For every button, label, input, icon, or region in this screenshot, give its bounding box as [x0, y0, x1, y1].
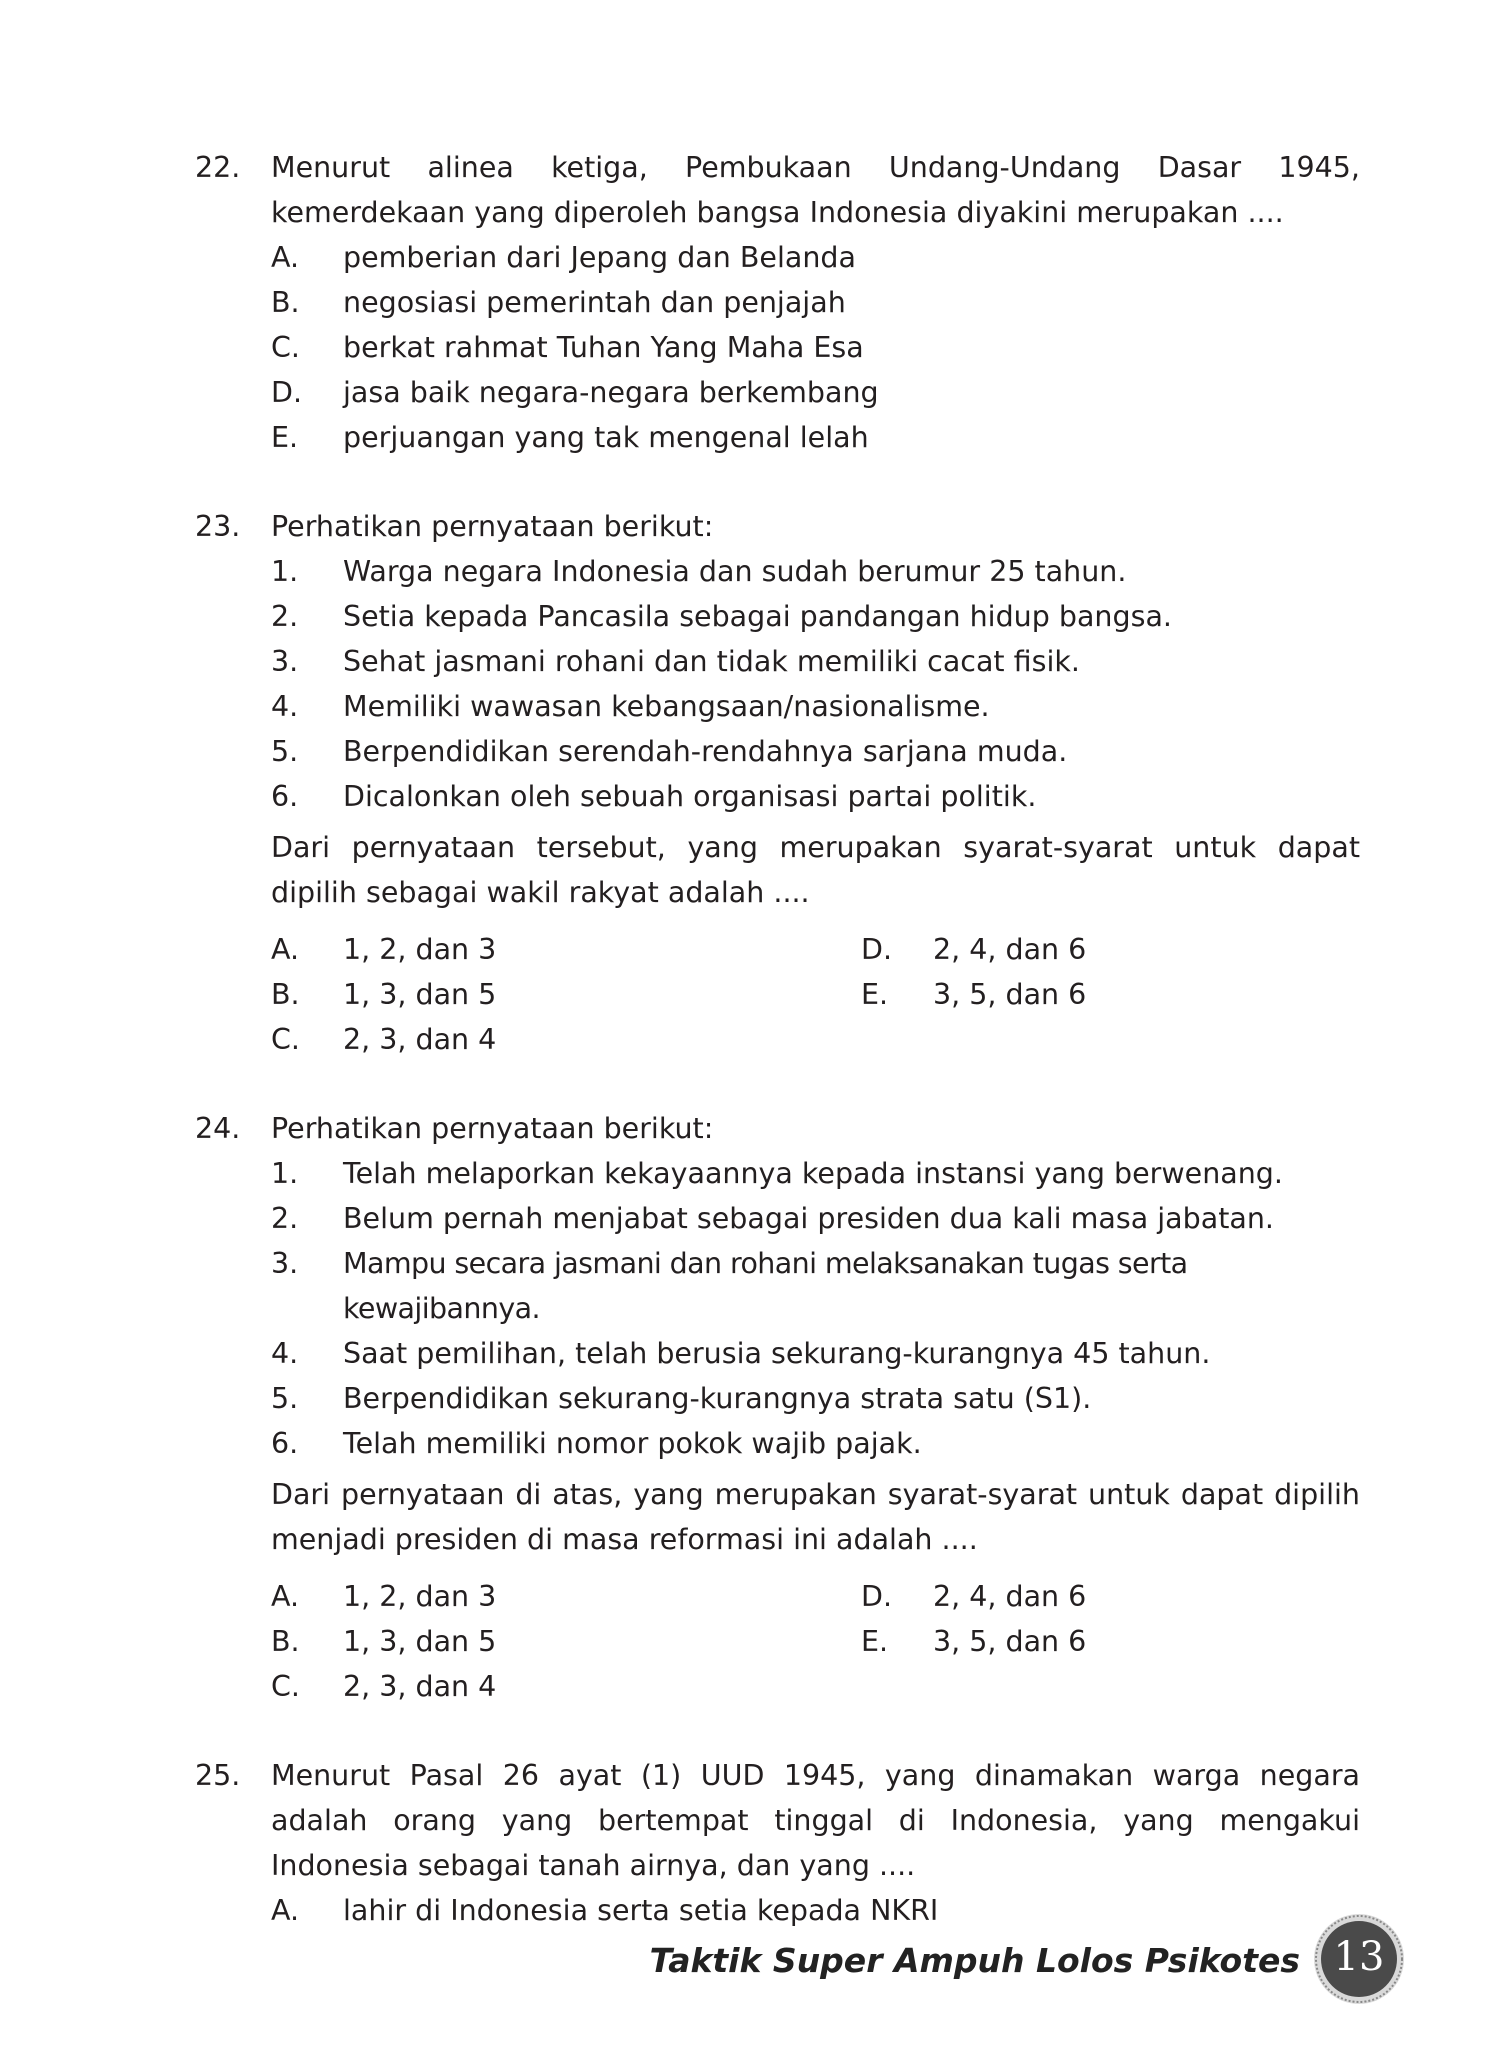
statement-label: 4.	[271, 1337, 299, 1370]
statement-list	[271, 549, 1360, 819]
option-item	[271, 1888, 1360, 1933]
option-text: 1, 3, dan 5	[343, 978, 497, 1011]
option-item	[271, 972, 861, 1017]
statement-label: 1.	[271, 1157, 299, 1190]
option-label: E.	[271, 421, 299, 454]
option-label: D.	[861, 933, 893, 966]
option-text: lahir di Indonesia serta setia kepada NKRI	[343, 1894, 939, 1927]
statement-text: Saat pemilihan, telah berusia sekurang-kurangnya 45 tahun.	[343, 1337, 1211, 1370]
question-number: 24.	[195, 1112, 241, 1145]
option-text: 3, 5, dan 6	[933, 1625, 1087, 1658]
page-number-badge	[1313, 1913, 1405, 2005]
question-24	[195, 1106, 1360, 1709]
option-text: pemberian dari Jepang dan Belanda	[343, 241, 856, 274]
statement-text: Setia kepada Pancasila sebagai pandangan hidup bangsa.	[343, 600, 1172, 633]
statement-text: Mampu secara jasmani dan rohani melaksanakan tugas serta kewajibannya.	[343, 1247, 1188, 1325]
statement-text: Berpendidikan sekurang-kurangnya strata satu (S1).	[343, 1382, 1092, 1415]
statement-label: 5.	[271, 1382, 299, 1415]
option-item	[271, 1664, 861, 1709]
statement-item	[271, 594, 1360, 639]
statement-text: Dicalonkan oleh sebuah organisasi partai politik.	[343, 780, 1037, 813]
statement-label: 5.	[271, 735, 299, 768]
option-label: E.	[861, 1625, 889, 1658]
option-label: A.	[271, 241, 300, 274]
option-label: A.	[271, 1894, 300, 1927]
statement-item	[271, 639, 1360, 684]
question-text: Perhatikan pernyataan berikut:	[271, 510, 714, 543]
option-item	[271, 927, 861, 972]
option-label: B.	[271, 286, 300, 319]
option-label: D.	[271, 376, 303, 409]
statement-label: 6.	[271, 1427, 299, 1460]
statement-label: 4.	[271, 690, 299, 723]
option-text: 2, 3, dan 4	[343, 1023, 497, 1056]
question-followup: Dari pernyataan di atas, yang merupakan syarat-syarat untuk dapat dipilih menjadi presiden di masa reformasi ini adalah ....	[271, 1478, 1360, 1556]
option-item	[861, 972, 1360, 1017]
question-followup: Dari pernyataan tersebut, yang merupakan syarat-syarat untuk dapat dipilih sebagai wakil rakyat adalah ....	[271, 831, 1360, 909]
statement-item	[271, 684, 1360, 729]
statement-text: Warga negara Indonesia dan sudah berumur 25 tahun.	[343, 555, 1127, 588]
statement-text: Memiliki wawasan kebangsaan/nasionalisme.	[343, 690, 990, 723]
statement-item	[271, 1196, 1360, 1241]
statement-item	[271, 1331, 1360, 1376]
question-25	[195, 1753, 1360, 1933]
question-23	[195, 504, 1360, 1062]
statement-item	[271, 1376, 1360, 1421]
option-label: C.	[271, 1670, 300, 1703]
statement-item	[271, 549, 1360, 594]
statement-label: 3.	[271, 1247, 299, 1280]
option-grid	[271, 1574, 1360, 1709]
statement-text: Sehat jasmani rohani dan tidak memiliki cacat fisik.	[343, 645, 1080, 678]
option-text: 2, 3, dan 4	[343, 1670, 497, 1703]
option-item	[271, 1574, 861, 1619]
option-item	[271, 235, 1360, 280]
footer-book-title: Taktik Super Ampuh Lolos Psikotes	[649, 1941, 1300, 1980]
option-label: A.	[271, 933, 300, 966]
option-label: D.	[861, 1580, 893, 1613]
option-label: B.	[271, 978, 300, 1011]
question-22	[195, 145, 1360, 460]
option-text: negosiasi pemerintah dan penjajah	[343, 286, 846, 319]
statement-item	[271, 1241, 1360, 1331]
statement-list	[271, 1151, 1360, 1466]
option-item	[271, 415, 1360, 460]
statement-item	[271, 729, 1360, 774]
statement-item	[271, 1421, 1360, 1466]
option-item	[861, 1574, 1360, 1619]
option-label: B.	[271, 1625, 300, 1658]
question-number: 23.	[195, 510, 241, 543]
option-item	[271, 280, 1360, 325]
option-item	[861, 1619, 1360, 1664]
question-text: Perhatikan pernyataan berikut:	[271, 1112, 714, 1145]
question-number: 22.	[195, 151, 241, 184]
option-text: berkat rahmat Tuhan Yang Maha Esa	[343, 331, 864, 364]
option-text: perjuangan yang tak mengenal lelah	[343, 421, 869, 454]
statement-text: Telah melaporkan kekayaannya kepada instansi yang berwenang.	[343, 1157, 1283, 1190]
question-text: Menurut alinea ketiga, Pembukaan Undang-Undang Dasar 1945, kemerdekaan yang diperoleh bangsa Indonesia diyakini merupakan ....	[271, 151, 1360, 229]
option-text: jasa baik negara-negara berkembang	[343, 376, 879, 409]
statement-label: 6.	[271, 780, 299, 813]
question-list	[195, 145, 1360, 1977]
option-item	[271, 370, 1360, 415]
option-text: 3, 5, dan 6	[933, 978, 1087, 1011]
option-label: E.	[861, 978, 889, 1011]
statement-label: 1.	[271, 555, 299, 588]
option-label: C.	[271, 1023, 300, 1056]
statement-item	[271, 774, 1360, 819]
option-text: 2, 4, dan 6	[933, 1580, 1087, 1613]
option-grid	[271, 927, 1360, 1062]
option-label: A.	[271, 1580, 300, 1613]
statement-text: Telah memiliki nomor pokok wajib pajak.	[343, 1427, 922, 1460]
option-text: 2, 4, dan 6	[933, 933, 1087, 966]
option-text: 1, 2, dan 3	[343, 1580, 497, 1613]
statement-label: 2.	[271, 1202, 299, 1235]
statement-label: 2.	[271, 600, 299, 633]
option-text: 1, 3, dan 5	[343, 1625, 497, 1658]
option-list	[271, 235, 1360, 460]
option-text: 1, 2, dan 3	[343, 933, 497, 966]
statement-text: Berpendidikan serendah-rendahnya sarjana muda.	[343, 735, 1068, 768]
option-list	[271, 1888, 1360, 1933]
statement-item	[271, 1151, 1360, 1196]
statement-text: Belum pernah menjabat sebagai presiden dua kali masa jabatan.	[343, 1202, 1274, 1235]
option-item	[271, 325, 1360, 370]
page-number: 13	[1333, 1934, 1385, 1980]
option-item	[271, 1017, 861, 1062]
question-text: Menurut Pasal 26 ayat (1) UUD 1945, yang dinamakan warga negara adalah orang yang bertempat tinggal di Indonesia, yang mengakui Indonesia sebagai tanah airnya, dan yang ....	[271, 1759, 1360, 1882]
statement-label: 3.	[271, 645, 299, 678]
option-item	[271, 1619, 861, 1664]
option-item	[861, 927, 1360, 972]
option-label: C.	[271, 331, 300, 364]
question-number: 25.	[195, 1759, 241, 1792]
